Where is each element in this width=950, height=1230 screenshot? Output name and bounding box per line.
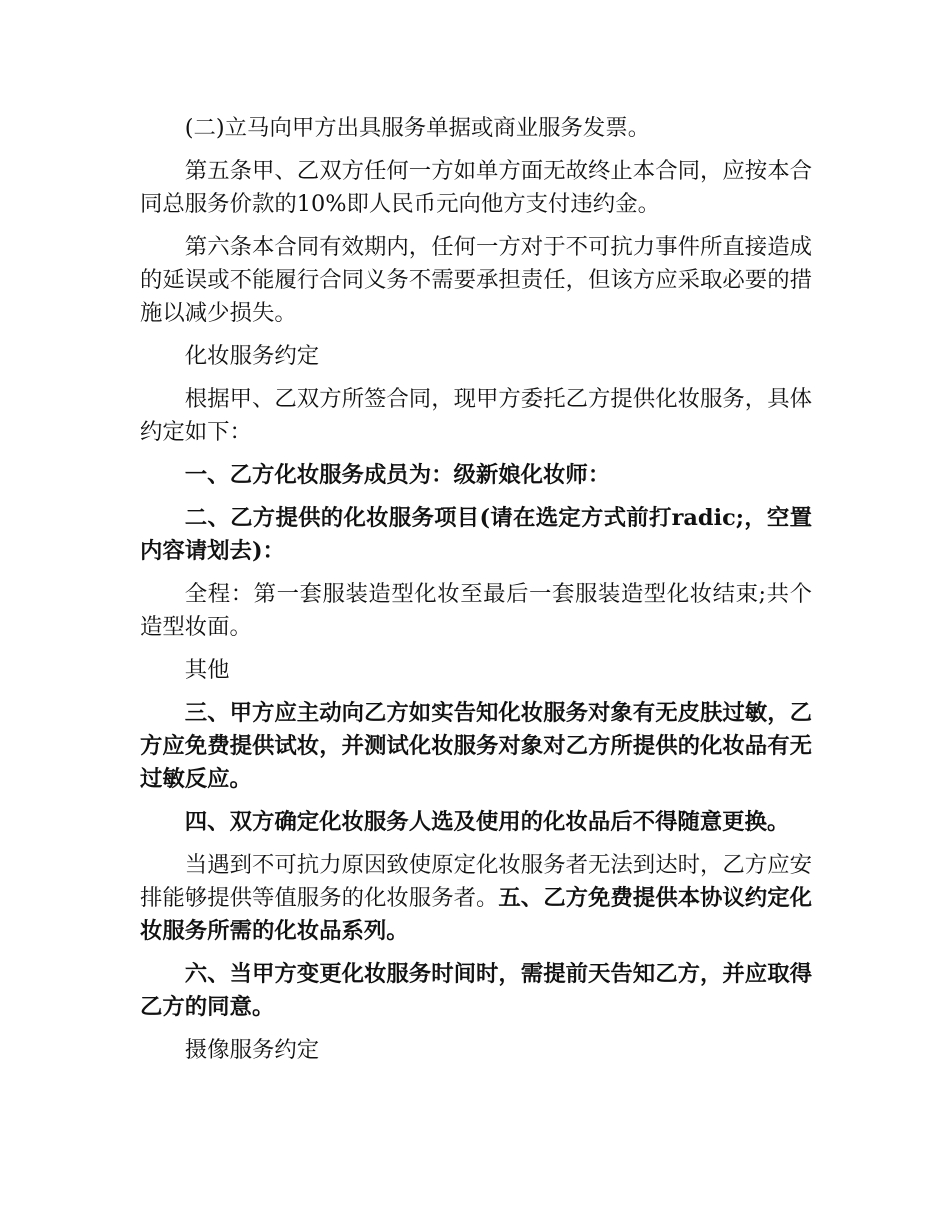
paragraph-makeup-intro: 根据甲、乙双方所签合同，现甲方委托乙方提供化妆服务，具体约定如下： (140, 386, 812, 445)
clause-6: 六、当甲方变更化妆服务时间时，需提前天告知乙方，并应取得乙方的同意。 (140, 961, 812, 1020)
paragraph-article-6: 第六条本合同有效期内，任何一方对于不可抗力事件所直接造成的延误或不能履行合同义务不需要承担责任，但该方应采取必要的措施以减少损失。 (140, 234, 812, 326)
paragraph-full-process: 全程：第一套服装造型化妆至最后一套服装造型化妆结束;共个造型妆面。 (140, 581, 812, 640)
paragraph-article-5: 第五条甲、乙双方任何一方如单方面无故终止本合同，应按本合同总服务价款的10%即人民币元向他方支付违约金。 (140, 158, 812, 217)
clause-4: 四、双方确定化妆服务人选及使用的化妆品后不得随意更换。 (184, 809, 790, 835)
paragraph-force-majeure (140, 849, 812, 948)
force-majeure-text: 当遇到不可抗力原因致使原定化妆服务者无法到达时，乙方应安排能够提供等值服务的化妆服务者。 (140, 852, 812, 911)
clause-5: 五、乙方免费提供本协议约定化妆服务所需的化妆品系列。 (140, 885, 813, 944)
section-heading-video: 摄像服务约定 (184, 1037, 320, 1063)
paragraph-other: 其他 (184, 657, 230, 683)
paragraph-1: (二)立马向甲方出具服务单据或商业服务发票。 (184, 115, 651, 141)
clause-3: 三、甲方应主动向乙方如实告知化妆服务对象有无皮肤过敏，乙方应免费提供试妆，并测试化妆服务对象对乙方所提供的化妆品有无过敏反应。 (140, 700, 812, 792)
document-page (140, 112, 812, 1077)
section-heading-makeup: 化妆服务约定 (184, 343, 320, 369)
clause-2: 二、乙方提供的化妆服务项目(请在选定方式前打radic;，空置内容请划去)： (140, 505, 812, 564)
clause-1: 一、乙方化妆服务成员为：级新娘化妆师： (184, 462, 611, 488)
